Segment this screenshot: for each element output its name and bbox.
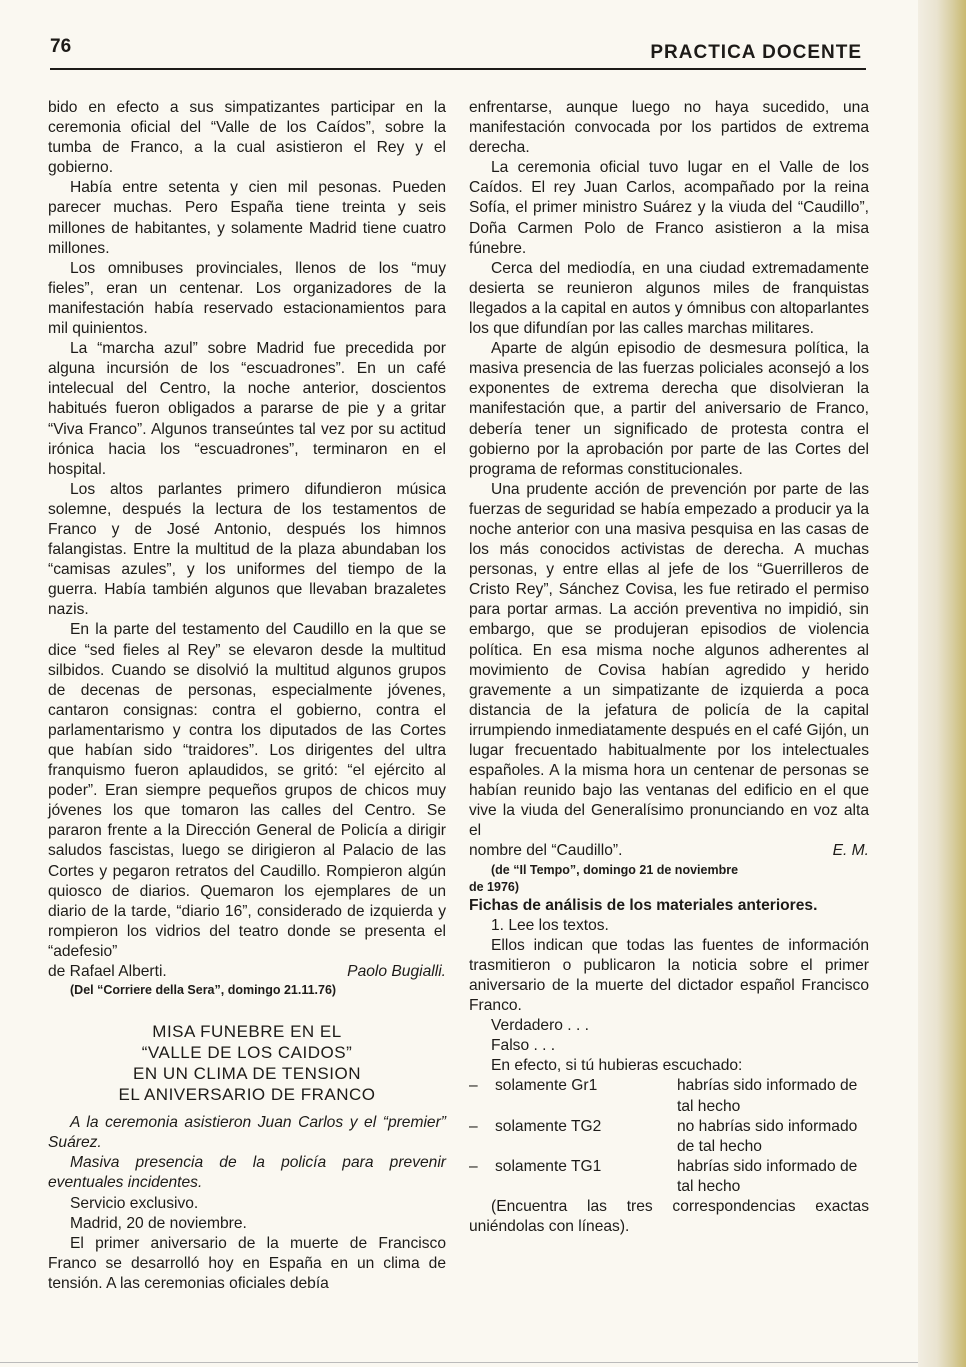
article-paragraph: Los omnibuses provinciales, llenos de los “muy fieles”, eran un centenar. Los organizadores de la manifestación había reservado estacionamientos para mil quinientos. — [48, 259, 446, 338]
headline-line: MISA FUNEBRE EN EL — [152, 1022, 342, 1042]
match-row — [469, 1157, 869, 1197]
article-paragraph: El primer aniversario de la muerte de Francisco Franco se desarrolló hoy en España en un clima de tensión. A las ceremonias oficiales debía — [48, 1234, 446, 1292]
false-option: Falso . . . — [491, 1037, 556, 1055]
article-paragraph: enfrentarse, aunque luego no haya sucedido, una manifestación convocada por los partidos de extrema derecha. — [469, 99, 869, 157]
match-option: solamente TG1 — [495, 1157, 602, 1175]
headline-line: EN UN CLIMA DE TENSION — [133, 1064, 361, 1084]
service-line: Servicio exclusivo. — [70, 1194, 199, 1212]
running-title: PRACTICA DOCENTE — [650, 42, 862, 63]
match-row — [469, 1076, 869, 1116]
match-result: habrías sido informado de tal hecho — [677, 1157, 858, 1195]
article-lead: A la ceremonia asistieron Juan Carlos y el “premier” Suárez. — [48, 1114, 446, 1152]
exercise-instruction: (Encuentra las tres correspondencias exactas uniéndolas con líneas). — [469, 1197, 869, 1236]
article-paragraph: Cerca del mediodía, en una ciudad extremadamente desierta se reunieron algunos miles de franquistas llegados a la capital en autos y ómnibus con altoparlantes los que difundían por las calles marchas militares. — [469, 259, 869, 338]
true-option: Verdadero . . . — [491, 1017, 589, 1035]
article-lead: Masiva presencia de la policía para prevenir eventuales incidentes. — [48, 1154, 446, 1192]
headline-line: EL ANIVERSARIO DE FRANCO — [118, 1085, 376, 1105]
right-column — [469, 98, 869, 1237]
article-signature-line — [469, 841, 869, 861]
article-paragraph: Aparte de algún episodio de desmesura política, la masiva presencia de las fuerzas policiales aconsejó a los exponentes de extrema derecha que disolvieran la manifestación que, a partir del aniversario de Franco, debería tener un significado de protesta contra el gobierno por la aprobación por parte de las Cortes del programa de reformas constitucionales. — [469, 340, 869, 478]
source-line: de 1976) — [469, 879, 520, 894]
match-dash: – — [469, 1117, 478, 1135]
article-headline — [48, 1021, 446, 1105]
header-rule — [50, 68, 866, 70]
exercise-item: 1. Lee los textos. — [491, 916, 609, 934]
match-option: solamente TG2 — [495, 1117, 602, 1135]
match-option: solamente Gr1 — [495, 1077, 598, 1095]
article-paragraph: La “marcha azul” sobre Madrid fue precedida por alguna incursión de los “escuadrones”. En un café intelecual del Centro, la noche anterior, doscientos habitués fueron obligados a pararse de pie y a gritar “Viva Franco”. Algunos transeúntes tal vez por su actitud irónica hacia los “escuadrones”, terminaron en el hospital. — [48, 340, 446, 478]
match-dash: – — [469, 1077, 478, 1095]
article-paragraph: En la parte del testamento del Caudillo en la que se dice “sed fieles al Rey” se elevaron desde la multitud silbidos. Cuando se disolvió la multitud algunos grupos de decenas de personas, especialmente jóvenes, cantaron consignas: contra el gobierno, contra el parlamentarismo y contra los diputados de las Cortes que habían sido “traidores”. Los dirigentes del ultra franquismo fueron aplaudidos, se gritó: “el ejército al poder”. Eran siempre pequeños grupos de chicos muy jóvenes los que tomaron las calles del Centro. Se pararon frente a la Dirección General de Policía a dirigir saludos fascistas, luego se dirigieron al Palacio de las Cortes y pegaron retratos del Caudillo. Rompieron algún quiosco de diarios. Quemaron los ejemplares de un diario de la tarde, “diario 16”, considerado de izquierda y rompieron los vidrios del teatro donde se presenta el “adefesio” — [48, 621, 446, 960]
article-source — [469, 862, 869, 896]
match-result: habrías sido informado de tal hecho — [677, 1077, 858, 1115]
author-signature: Paolo Bugialli. — [347, 963, 446, 981]
match-row — [469, 1117, 869, 1157]
exercise-title: Fichas de análisis de los materiales anteriores. — [469, 896, 818, 914]
source-line: (de “Il Tempo”, domingo 21 de noviembre — [491, 862, 739, 877]
page-binding-edge — [918, 0, 966, 1367]
exercise-text: Ellos indican que todas las fuentes de información trasmitieron o publicaron la noticia sobre el primer aniversario de la muerte del dictador español Francisco Franco. — [469, 936, 869, 1015]
closing-text: nombre del “Caudillo”. — [469, 842, 623, 860]
article-signature-line — [48, 962, 446, 982]
dateline: Madrid, 20 de noviembre. — [70, 1214, 247, 1232]
article-paragraph: Una prudente acción de prevención por parte de las fuerzas de seguridad se había empezado a producir ya la noche anterior con una masiva pesquisa en las casas de los más conocidos activistas de derecha. A muchas personas, y entre ellas al jefe de los “Guerrilleros de Cristo Rey”, Sánchez Covisa, les fue retirado el permiso para portar armas. La acción preventiva no impidió, sin embargo, que se produjeran episodios de violencia política. En esa misma noche algunos adherentes al movimiento de Covisa habían agredido y herido gravemente a un simpatizante de izquierda a poca distancia de la jefatura de policía de la capital irrumpiendo inmediatamente después en el café Gijón, un lugar frecuentado habitualmente por los intelectuales españoles. A la misma hora un centenar de personas se habían reunido bajo las ventanas del edificio en el que vive la viuda del Generalísimo pronunciando en voz alta el — [469, 480, 869, 840]
closing-text: de Rafael Alberti. — [48, 963, 167, 981]
page-bottom-edge — [0, 1362, 918, 1363]
author-signature: E. M. — [832, 842, 869, 860]
headline-line: “VALLE DE LOS CAIDOS” — [141, 1043, 353, 1063]
article-paragraph: La ceremonia oficial tuvo lugar en el Valle de los Caídos. El rey Juan Carlos, acompañado por la reina Sofía, el primer ministro Suárez y la viuda del “Caudillo”, Doña Carmen Polo de Franco asistieron a la misa fúnebre. — [469, 159, 869, 257]
article-source: (Del “Corriere della Sera”, domingo 21.11.76) — [70, 983, 337, 998]
match-result: no habrías sido informado de tal hecho — [677, 1117, 858, 1155]
article-paragraph: Los altos parlantes primero difundieron música solemne, después la lectura de los testamentos de Franco y de José Antonio, después los himnos falangistas. Entre la multitud de la plaza abundaban los “camisas azules”, y los uniformes del tiempo de la guerra. Había también algunos que llevaban brazaletes nazis. — [48, 480, 446, 619]
left-column — [48, 98, 446, 1294]
article-paragraph: bido en efecto a sus simpatizantes participar en la ceremonia oficial del “Valle de los Caídos”, sobre la tumba de Franco, a la cual asistieron el Rey y el gobierno. — [48, 99, 446, 177]
exercise-prompt: En efecto, si tú hubieras escuchado: — [491, 1057, 743, 1075]
article-paragraph: Había entre setenta y cien mil pesonas. Pueden parecer muchas. Pero España tiene treinta y seis millones de habitantes, y solamente Madrid tiene cuatro millones. — [48, 179, 446, 257]
match-dash: – — [469, 1157, 478, 1175]
page-number: 76 — [50, 36, 72, 57]
